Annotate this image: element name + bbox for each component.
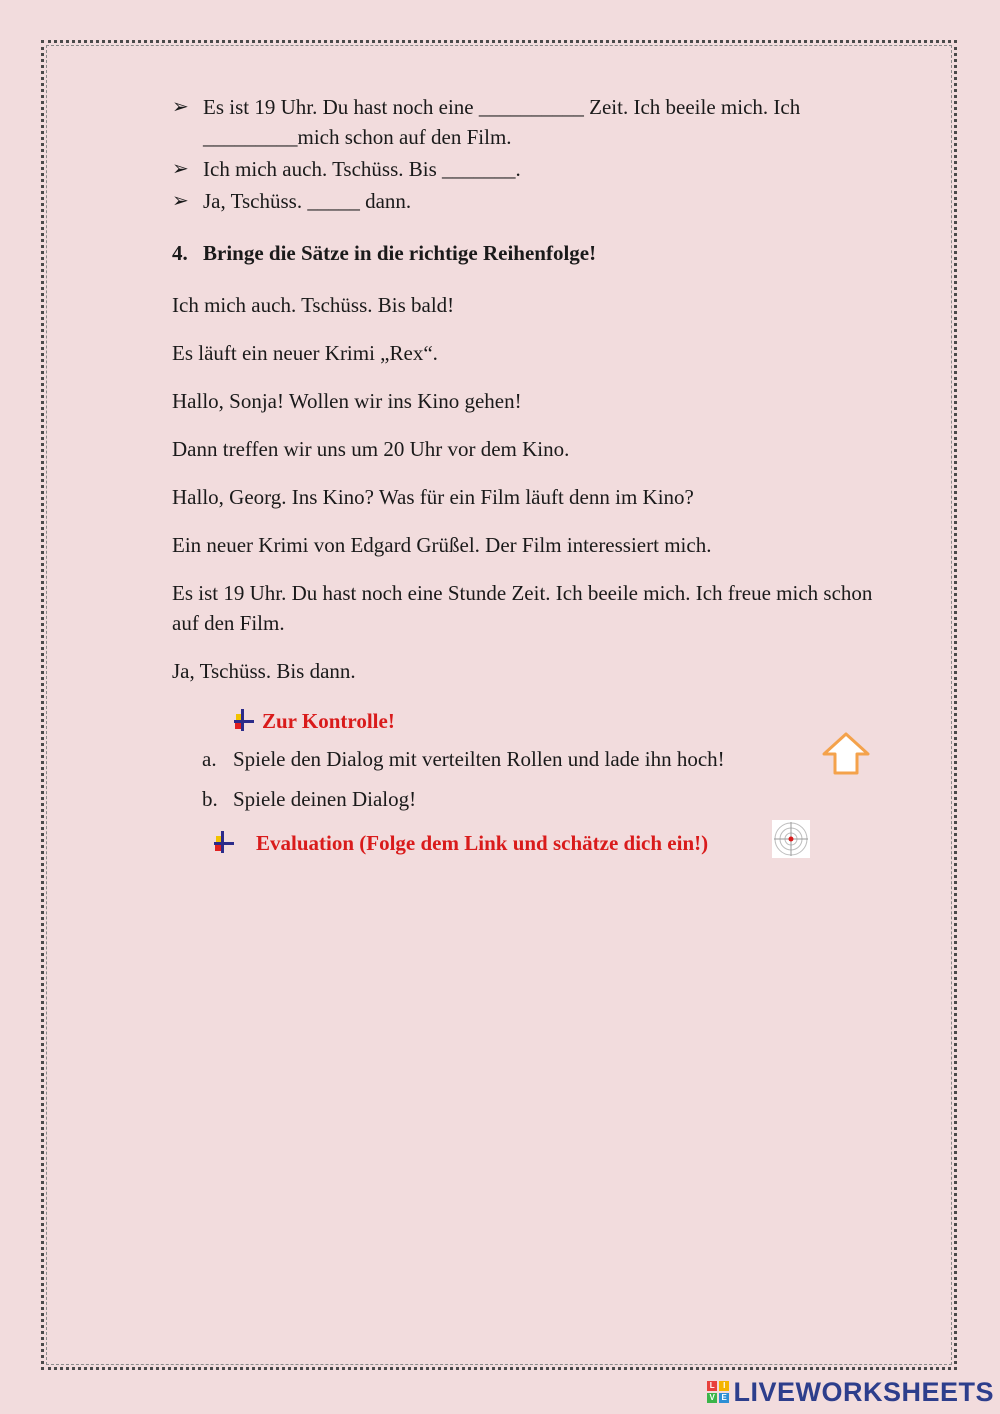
bullet-arrow-icon: ➢ <box>172 190 189 212</box>
bullet-arrow-icon: ➢ <box>172 158 189 180</box>
dialog-gap-item <box>172 92 903 152</box>
task-text: Spiele deinen Dialog! <box>233 787 417 811</box>
sentence-item: Dann treffen wir uns um 20 Uhr vor dem Kino. <box>172 437 570 461</box>
sentence-item: Ein neuer Krimi von Edgard Grüßel. Der Film interessiert mich. <box>172 533 712 557</box>
logo-text: LIVEWORKSHEETS <box>733 1376 994 1407</box>
worksheet-content <box>172 92 912 868</box>
sentence-item: Es läuft ein neuer Krimi „Rex“. <box>172 341 438 365</box>
task-item <box>202 784 912 814</box>
logo-letter: I <box>719 1381 729 1391</box>
logo-letter: V <box>707 1393 717 1403</box>
task-letter: a. <box>202 747 217 771</box>
evaluation-link[interactable] <box>212 828 912 868</box>
logo-letter: E <box>719 1393 729 1403</box>
dialog-line-continued: _________mich schon auf den Film. <box>203 125 512 149</box>
target-icon[interactable] <box>772 820 810 858</box>
evaluation-text: Evaluation (Folge dem Link und schätze dich ein!) <box>256 831 709 855</box>
dialog-gap-list <box>172 92 912 216</box>
dialog-gap-item <box>172 186 903 216</box>
section-number: 4. <box>172 241 188 265</box>
bullet-arrow-icon: ➢ <box>172 96 189 118</box>
logo-letter: L <box>707 1381 717 1391</box>
liveworksheets-logo[interactable] <box>707 1376 994 1408</box>
dialog-line: Ja, Tschüss. _____ dann. <box>203 189 412 213</box>
sentence-item: Es ist 19 Uhr. Du hast noch eine Stunde Zeit. Ich beeile mich. Ich freue mich schon auf den Film. <box>172 581 873 635</box>
sentence-item: Ja, Tschüss. Bis dann. <box>172 659 356 683</box>
control-heading <box>232 706 912 740</box>
control-title: Zur Kontrolle! <box>262 709 395 733</box>
sentence-item: Hallo, Georg. Ins Kino? Was für ein Film läuft denn im Kino? <box>172 485 694 509</box>
sentence-item: Hallo, Sonja! Wollen wir ins Kino gehen! <box>172 389 522 413</box>
plus-bullet-icon <box>212 831 234 853</box>
dialog-line: Ich mich auch. Tschüss. Bis _______. <box>203 157 521 181</box>
plus-bullet-icon <box>232 709 254 731</box>
logo-blocks-icon <box>707 1381 729 1403</box>
task-list <box>202 744 912 814</box>
control-section <box>172 706 912 868</box>
task-letter: b. <box>202 787 218 811</box>
section-heading <box>172 238 912 268</box>
upload-arrow-icon[interactable] <box>821 732 871 776</box>
dialog-line: Es ist 19 Uhr. Du hast noch eine __________ Zeit. Ich beeile mich. Ich <box>203 95 801 119</box>
dialog-gap-item <box>172 154 903 184</box>
task-item <box>202 744 912 774</box>
task-text: Spiele den Dialog mit verteilten Rollen und lade ihn hoch! <box>233 747 725 771</box>
section-title: Bringe die Sätze in die richtige Reihenfolge! <box>203 241 597 265</box>
sentence-item: Ich mich auch. Tschüss. Bis bald! <box>172 293 455 317</box>
